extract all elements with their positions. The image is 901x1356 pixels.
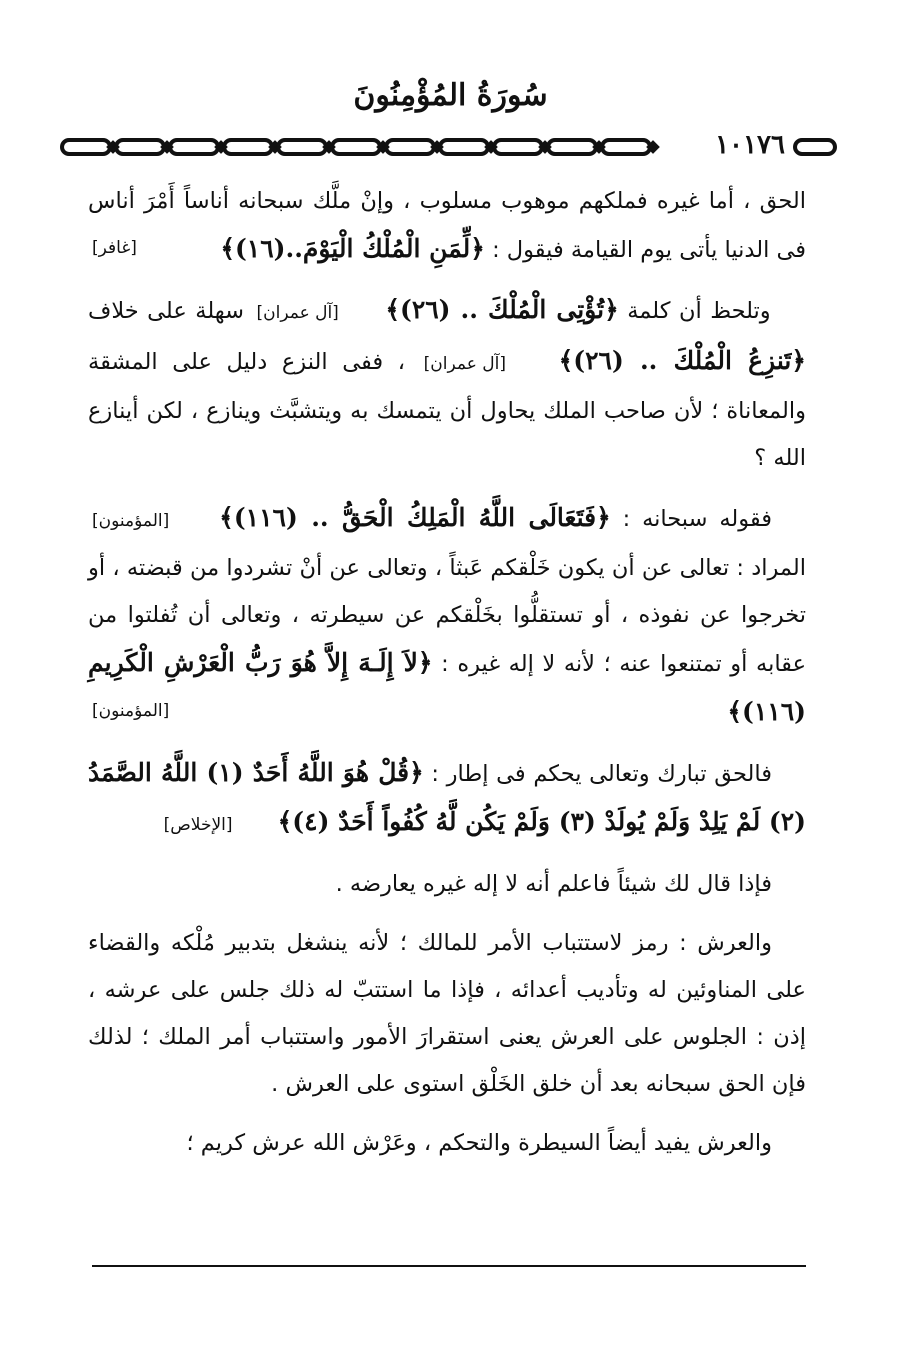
surah-reference: [المؤمنون] [92, 701, 170, 721]
paragraph-1 [88, 178, 806, 274]
body-text [88, 178, 806, 1179]
quran-verse: ﴿قُلْ هُوَ اللَّهُ أَحَدٌ (١) اللَّهُ الصَّمَدُ (٢) لَمْ يَلِدْ وَلَمْ يُولَدْ (٣) وَلَمْ يَكُن لَّهُ كُفُواً أَحَدٌ (٤)﴾ [88, 758, 806, 836]
paragraph-4 [88, 749, 806, 849]
paragraph-7 [88, 1120, 806, 1167]
quran-verse: ﴿تَنزِعُ الْمُلْكَ .. (٢٦)﴾ [558, 346, 806, 375]
text-run: والعرش يفيد أيضاً السيطرة والتحكم ، وعَرْش الله عرش كريم ؛ [186, 1130, 772, 1156]
text-run: فقوله سبحانه : [610, 506, 773, 532]
paragraph-5 [88, 861, 806, 908]
text-run: وتلحظ أن كلمة [618, 298, 771, 324]
text-run: سهلة على خلاف [88, 298, 245, 324]
page-number: ١٠١٧٦ [710, 130, 790, 160]
quran-verse: ﴿فَتَعَالَى اللَّهُ الْمَلِكُ الْحَقُّ .. (١١٦)﴾ [219, 503, 611, 532]
quran-verse: ﴿تُؤْتِى الْمُلْكَ .. (٢٦)﴾ [385, 295, 619, 324]
surah-reference: [آل عمران] [423, 354, 506, 374]
quran-verse: ﴿لاَ إِلَـهَ إِلاَّ هُوَ رَبُّ الْعَرْشِ الْكَرِيمِ (١١٦)﴾ [88, 648, 806, 726]
text-run: ، ففى النزع دليل على المشقة والمعاناة ؛ لأن صاحب الملك يحاول أن يتمسك به ويتشبَّث وينازع ، لكن أينازع الله ؟ [88, 349, 806, 471]
footer-rule [92, 1265, 806, 1267]
text-run: فإذا قال لك شيئاً فاعلم أنه لا إله غيره يعارضه . [335, 871, 772, 897]
paragraph-6 [88, 920, 806, 1108]
text-run: المراد : تعالى عن أن يكون خَلْقكم عَبثاً ، وتعالى عن أنْ تشردوا من قبضته ، أو تخرجوا عن نفوذه ، أو تستقلُّوا بخَلْقكم عن سيطرته ، وتعالى أن تُفلتوا من عقابه أو تمتنعوا عنه ؛ لأنه لا إله غيره : [88, 555, 806, 677]
text-run: والعرش : رمز لاستتباب الأمر للمالك ؛ لأنه ينشغل بتدبير مُلْكه والقضاء على المناوئين له وتأديب أعدائه ، فإذا ما استتبّ له ذلك جلس على عرشه ، إذن : الجلوس على العرش يعنى استقرارَ الأمور واستتباب أمر الملك ؛ لذلك فإن الحق سبحانه بعد أن خلق الخَلْق استوى على العرش . [88, 930, 806, 1097]
paragraph-2 [88, 286, 806, 482]
surah-reference: [آل عمران] [256, 303, 339, 323]
quran-verse: ﴿لِّمَنِ الْمُلْكُ الْيَوْمَ..(١٦)﴾ [220, 234, 485, 263]
surah-reference: [المؤمنون] [92, 511, 170, 531]
surah-reference: [غافر] [92, 238, 137, 258]
surah-reference: [الإخلاص] [163, 815, 233, 835]
paragraph-3 [88, 494, 806, 737]
surah-title: سُورَةُ المُؤْمِنُونَ [353, 78, 548, 113]
text-run: الحق ، أما غيره فملكهم موهوب مسلوب ، وإنْ ملَّك سبحانه أناساً أَمْرَ أناس فى الدنيا يأتى يوم القيامة فيقول : [88, 188, 806, 263]
text-run: فالحق تبارك وتعالى يحكم فى إطار : [423, 761, 772, 787]
